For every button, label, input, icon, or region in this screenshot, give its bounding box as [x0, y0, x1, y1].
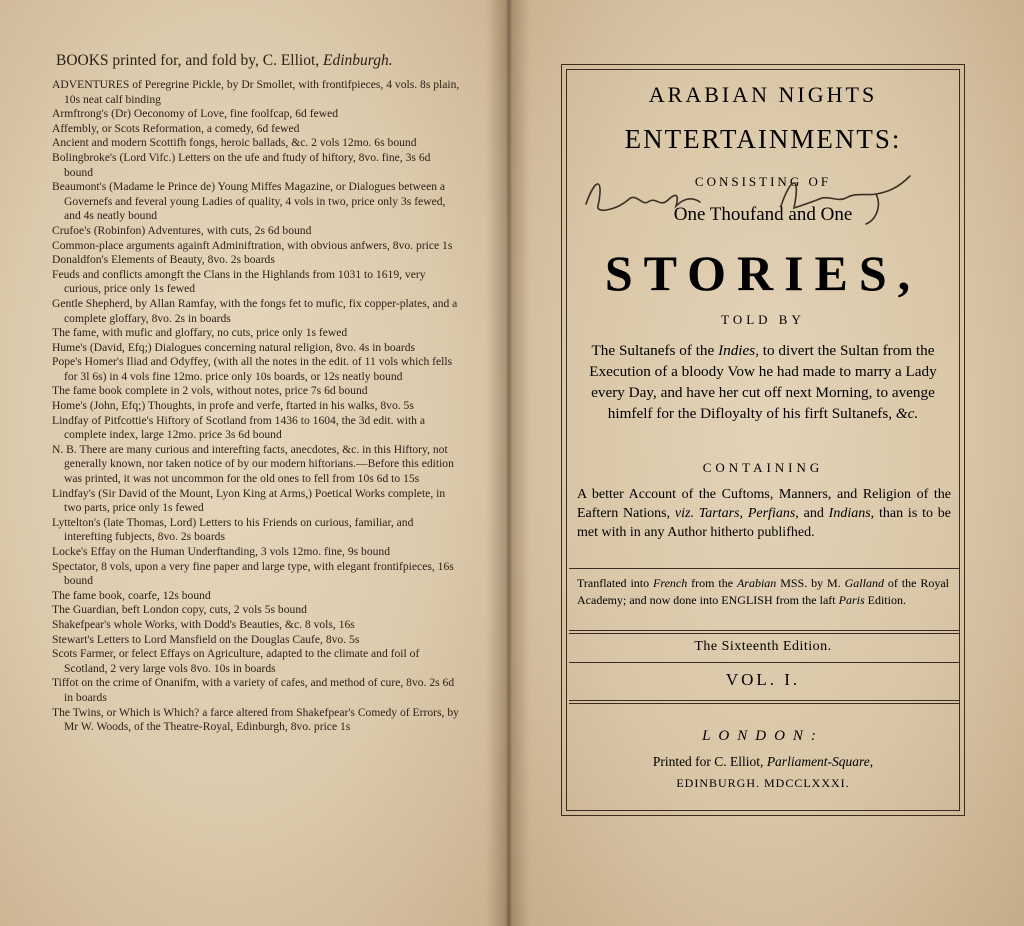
imprint-city: LONDON: [702, 728, 824, 744]
account-indians: Indians [828, 506, 871, 521]
book-list-item: Crufoe's (Robinfon) Adventures, with cuts, 2s 6d bound [52, 223, 312, 237]
book-list-item: Hume's (David, Efq;) Dialogues concerning natural religion, 8vo. 4s in boards [52, 340, 416, 354]
printed-for [568, 754, 958, 770]
rule-below-edition [569, 662, 959, 663]
translated-e: Edition. [864, 593, 906, 607]
book-list-item: Pope's Homer's Iliad and Odyffey, (with all the notes in the edit. of 11 vols which fells for 3l 6s) in 4 vols fine 12mo. price only 10s boards, or 12s neatly bound [52, 355, 453, 383]
sultaness-indies: Indies [718, 342, 756, 359]
imprint-place: EDINBURGH. MDCCLXXXI. [676, 776, 850, 790]
left-page [0, 0, 506, 926]
book-list-item: Home's (John, Efq;) Thoughts, in profe and verfe, ftarted in his walks, 8vo. 5s [52, 399, 414, 413]
book-list-item: The fame, with mufic and gloffary, no cuts, price only 1s fewed [52, 326, 348, 340]
book-list-item: ADVENTURES of Peregrine Pickle, by Dr Smollet, with frontifpieces, 4 vols. 8s plain, 10s neat calf binding [52, 78, 460, 106]
title-arabian-nights: ARABIAN NIGHTS [648, 82, 878, 107]
title-stories: STORIES, [604, 245, 922, 301]
rule-above-edition-double [569, 633, 959, 634]
heading-text: BOOKS printed for, and fold by, C. Elliot, [56, 52, 320, 69]
book-gutter [486, 0, 530, 926]
book-list-item: Gentle Shepherd, by Allan Ramfay, with the fongs fet to mufic, fix copper-plates, and a complete gloffary, 8vo. 2s in boards [52, 296, 458, 325]
translated-paris: Paris [838, 593, 865, 607]
advertisement-heading [56, 52, 476, 70]
book-list-item: The Twins, or Which is Which? a farce altered from Shakefpear's Comedy of Errors, by Mr W. Woods, of the Theatre-Royal, Edinburgh, 8vo. price 1s [52, 705, 459, 734]
book-list-item: Stewart's Letters to Lord Mansfield on the Douglas Caufe, 8vo. 5s [52, 632, 360, 646]
book-list-item: Locke's Effay on the Human Underftanding, 3 vols 12mo. fine, 9s bound [52, 545, 391, 558]
book-list-item: Spectator, 8 vols, upon a very fine paper and large type, with elegant frontifpieces, 16s bound [52, 559, 454, 588]
book-list-item: Lyttelton's (late Thomas, Lord) Letters to his Friends on curious, familiar, and interefting fubjects, 8vo. 2s boards [52, 515, 414, 544]
translated-a: Tranflated into [577, 576, 654, 590]
translated-b: from the [687, 576, 737, 590]
rule-below-volume-double [569, 703, 959, 704]
book-list-item: Bolingbroke's (Lord Vifc.) Letters on the ufe and ftudy of hiftory, 8vo. fine, 3s 6d bound [52, 150, 431, 179]
book-list-item: Scots Farmer, or felect Effays on Agriculture, adapted to the climate and foil of Scotland, 2 very large vols 8vo. 10s in boards [52, 647, 420, 675]
book-list-item: Ancient and modern Scottifh fongs, heroic ballads, &c. 2 vols 12mo. 6s bound [52, 136, 417, 150]
book-list-item: The fame book complete in 2 vols, without notes, price 7s 6d bound [52, 384, 368, 398]
book-list-item: Beaumont's (Madame le Prince de) Young Miffes Magazine, or Dialogues between a Governefs and feveral young Ladies of quality, 4 vols in two, price only 3s fewed, and 4s neatly bound [52, 180, 446, 223]
sultaness-etc: &c. [895, 405, 919, 422]
book-list-item: Lindfay's (Sir David of the Mount, Lyon King at Arms,) Poetical Works complete, in two parts, price only 1s fewed [52, 486, 446, 515]
translation-note [577, 575, 949, 609]
book-list-item: Donaldfon's Elements of Beauty, 8vo. 2s boards [52, 253, 275, 267]
rule-above-translation [569, 568, 959, 569]
sultaness-text-b: , to divert the Sultan from the Execution of a bloody Vow he had made to marry a Lady every Day, and have her cut off next Morning, to avenge himfelf for the Difloyalty of his firft Sultanefs, [589, 342, 937, 422]
account-description [577, 485, 951, 542]
title-entertainments: ENTERTAINMENTS: [624, 124, 902, 154]
book-advertisement-list [52, 78, 462, 735]
account-text-a: A better Account of the Cuftoms, Manners, and Religion of the Eaftern Nations, [577, 487, 951, 521]
containing: CONTAINING [702, 460, 824, 475]
volume: VOL. I. [725, 670, 801, 689]
translated-french: French [653, 576, 688, 590]
book-list-item: Feuds and conflicts amongft the Clans in the Highlands from 1031 to 1619, very curious, price only 1s fewed [52, 267, 426, 296]
account-viz: viz. Tartars, Perfians, [674, 506, 799, 521]
book-list-item: Affembly, or Scots Reformation, a comedy, 6d fewed [52, 121, 300, 135]
book-list-item: The Guardian, beft London copy, cuts, 2 vols 5s bound [52, 603, 307, 617]
account-text-b: and [798, 506, 829, 521]
book-list-item: The fame book, coarfe, 12s bound [52, 588, 211, 602]
book-list-item: Lindfay of Pitfcottie's Hiftory of Scotland from 1436 to 1604, the 3d edit. with a complete index, large 12mo. price 3s 6d bound [52, 413, 426, 442]
sultaness-description [577, 340, 949, 424]
rule-below-volume [569, 700, 959, 701]
translated-c: MSS. by M. [776, 576, 845, 590]
one-thousand-and-one: One Thoufand and One [673, 204, 853, 225]
printed-for-address: Parliament-Square, [766, 754, 874, 769]
heading-city: Edinburgh. [323, 52, 393, 69]
edition: The Sixteenth Edition. [694, 639, 832, 654]
account-text-c: , than is to be met with in any Author hitherto publifhed. [577, 506, 952, 540]
book-list-item: N. B. There are many curious and interefting facts, anecdotes, &c. in this Hiftory, not generally known, nor taken notice of by our modern hiftorians.—Before this edition was printed, it was not uncommon for the old ones to fell from 10s 6d to 15s [52, 442, 454, 486]
printed-for-text: Printed for C. Elliot, [652, 754, 767, 769]
book-list-item: Tiffot on the crime of Onanifm, with a variety of cafes, and method of cure, 8vo. 2s 6d in boards [52, 676, 455, 704]
book-list-item: Shakefpear's whole Works, with Dodd's Beauties, &c. 8 vols, 16s [52, 617, 355, 631]
consisting-of: CONSISTING OF [694, 174, 832, 189]
told-by: TOLD BY [721, 312, 805, 327]
book-list-item: Common-place arguments againft Adminiftration, with obvious anfwers, 8vo. price 1s [52, 238, 453, 252]
sultaness-text-a: The Sultanefs of the [591, 342, 719, 359]
translated-galland: Galland [844, 576, 884, 590]
translated-d: of the Royal Academy; and now done into ENGLISH from the laft [577, 576, 949, 607]
rule-above-edition [569, 630, 959, 631]
translated-arabian: Arabian [736, 576, 777, 590]
book-list-item: Armftrong's (Dr) Oeconomy of Love, fine foolfcap, 6d fewed [52, 107, 339, 121]
